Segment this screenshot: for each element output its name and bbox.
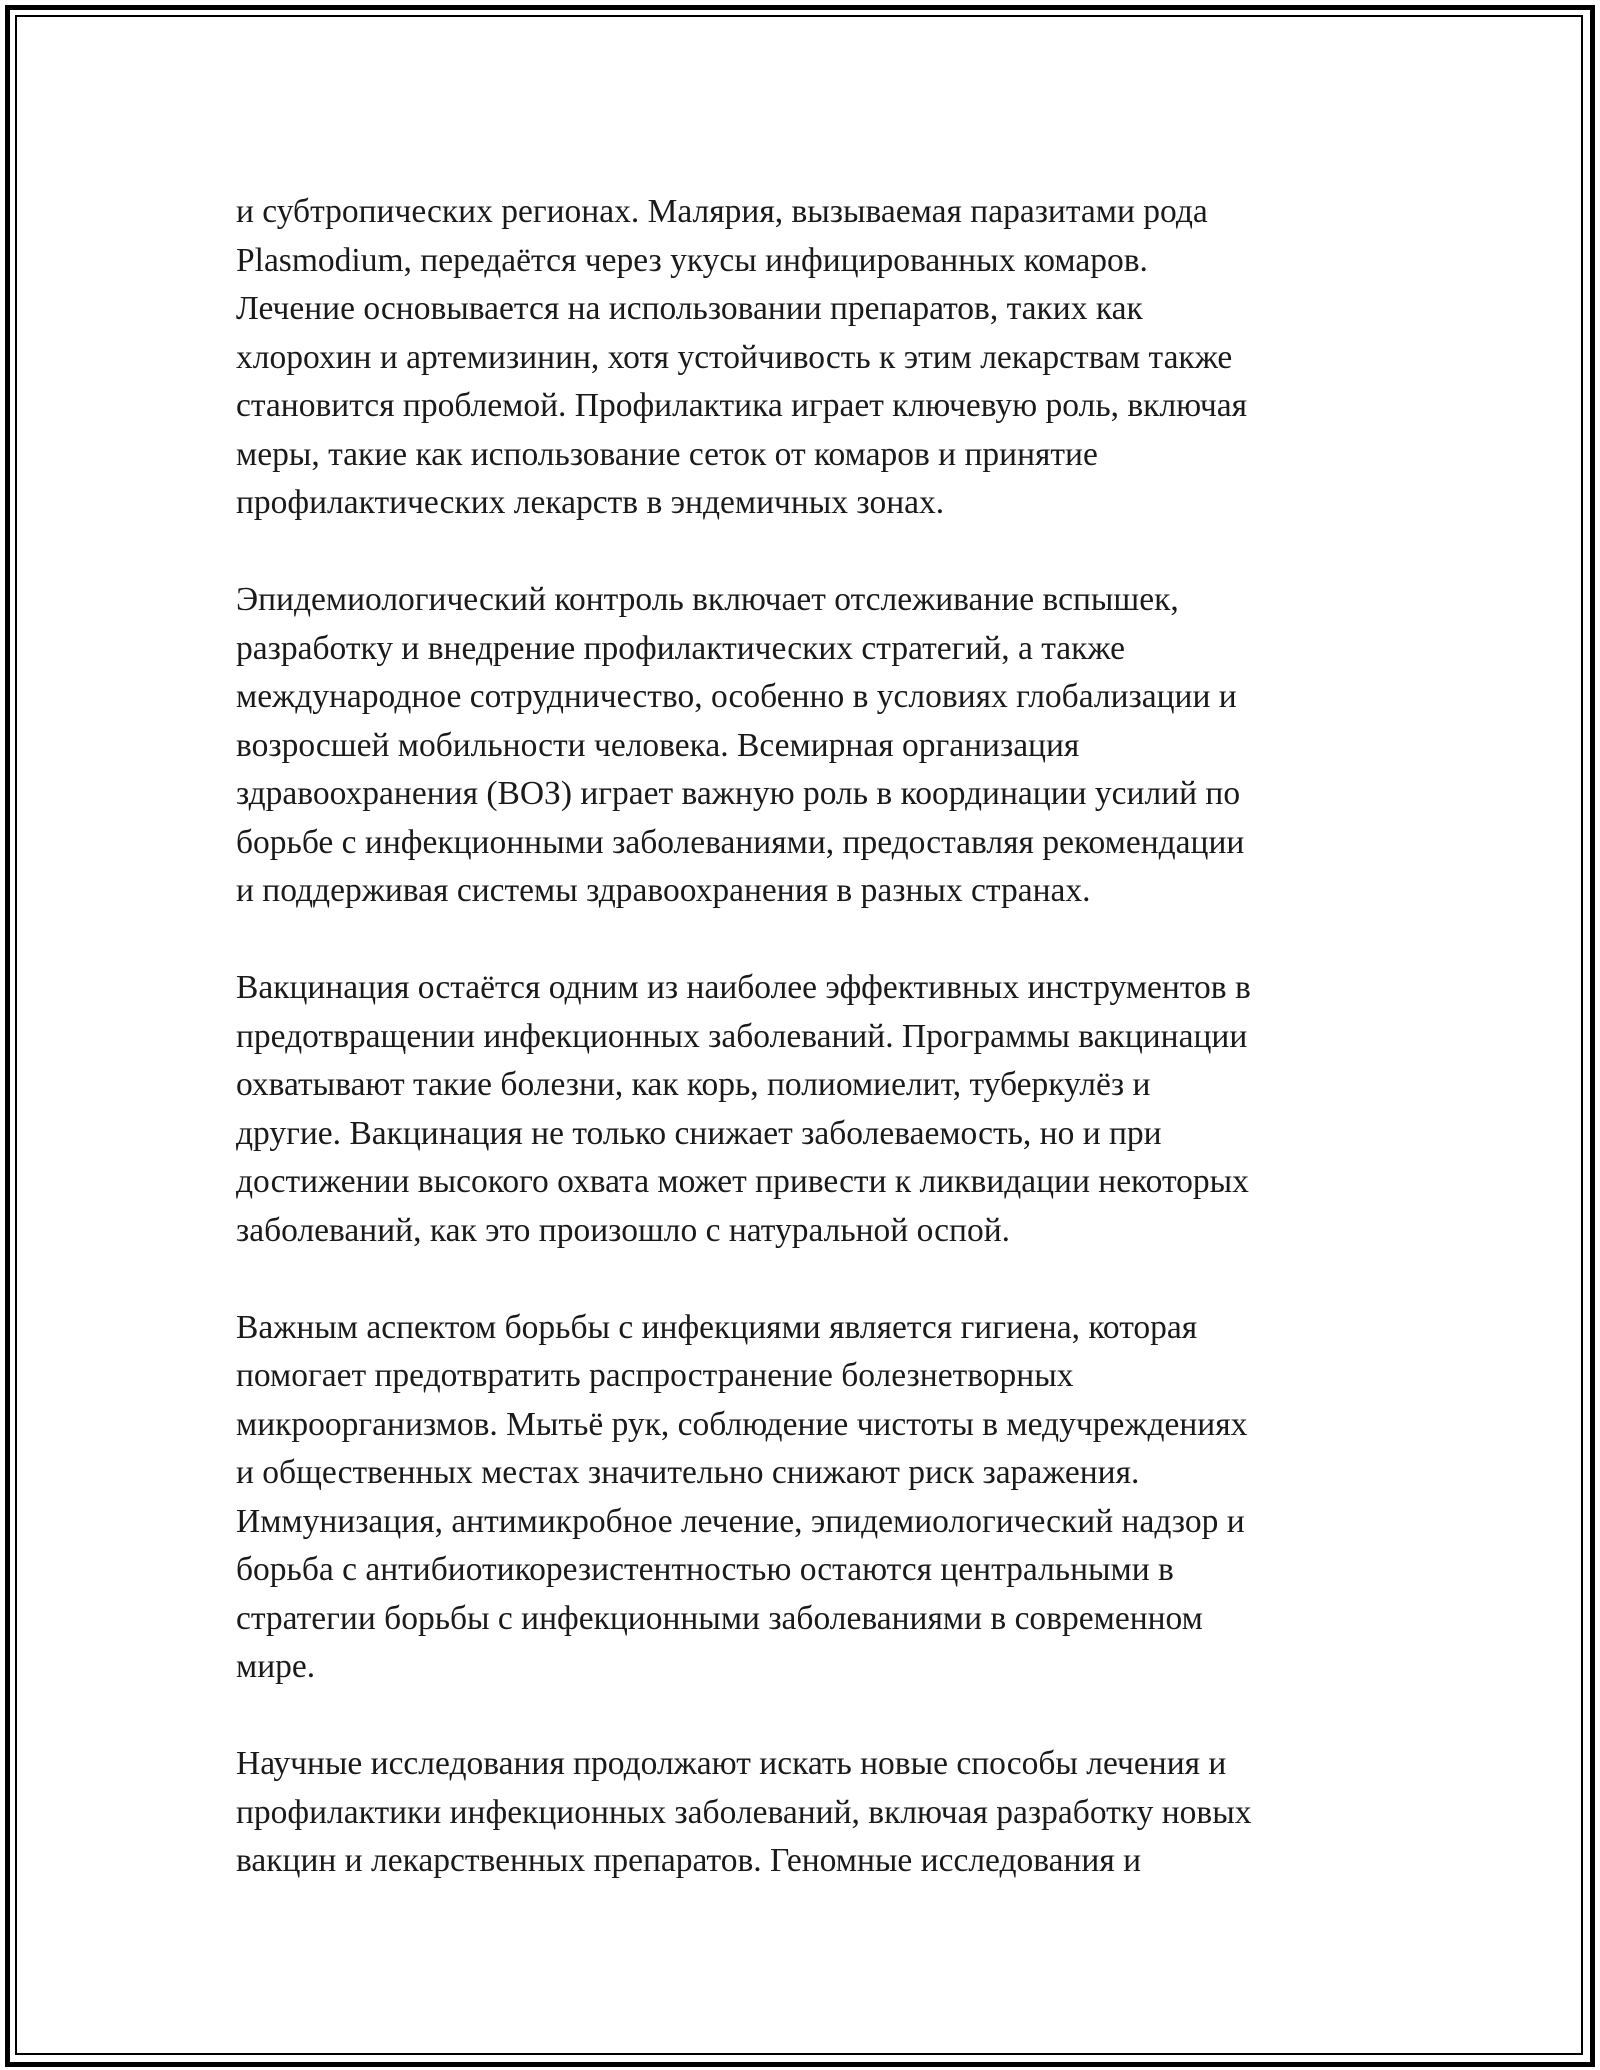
text-line: международное сотрудничество, особенно в условиях глобализации и <box>236 678 1237 715</box>
paragraph-research <box>236 1740 1376 1886</box>
paragraph-hygiene <box>236 1304 1376 1692</box>
text-line: вакцин и лекарственных препаратов. Геномные исследования и <box>236 1842 1142 1879</box>
text-line: меры, такие как использование сеток от комаров и принятие <box>236 435 1098 473</box>
text-line: и поддерживая системы здравоохранения в разных странах. <box>236 872 1091 909</box>
text-line: микроорганизмов. Мытьё рук, соблюдение чистоты в медучреждениях <box>236 1405 1248 1443</box>
text-line: достижении высокого охвата может привести к ликвидации некоторых <box>236 1163 1249 1200</box>
paragraph-malaria <box>236 188 1376 528</box>
text-line: мире. <box>236 1648 316 1685</box>
text-line: стратегии борьбы с инфекционными заболеваниями в современном <box>236 1599 1203 1637</box>
text-line: Лечение основывается на использовании препаратов, таких как <box>236 290 1143 327</box>
text-line: борьбе с инфекционными заболеваниями, предоставляя рекомендации <box>236 823 1245 861</box>
text-line: Вакцинация остаётся одним из наиболее эффективных инструментов в <box>236 969 1251 1006</box>
text-line: заболеваний, как это произошло с натуральной оспой. <box>236 1211 1011 1249</box>
text-line: профилактики инфекционных заболеваний, включая разработку новых <box>236 1793 1252 1831</box>
text-line: Эпидемиологический контроль включает отслеживание вспышек, <box>236 581 1179 618</box>
text-line: помогает предотвратить распространение болезнетворных <box>236 1357 1074 1394</box>
text-line: возросшей мобильности человека. Всемирная организация <box>236 726 1080 764</box>
document-body <box>236 188 1376 1934</box>
text-line: профилактических лекарств в эндемичных зонах. <box>236 484 945 521</box>
text-line: предотвращении инфекционных заболеваний. Программы вакцинации <box>236 1017 1248 1055</box>
text-line: становится проблемой. Профилактика играет ключевую роль, включая <box>236 387 1248 424</box>
text-line: Иммунизация, антимикробное лечение, эпидемиологический надзор и <box>236 1502 1245 1540</box>
text-line: и общественных местах значительно снижают риск заражения. <box>236 1454 1140 1491</box>
text-line: Важным аспектом борьбы с инфекциями является гигиена, которая <box>236 1308 1198 1346</box>
text-line: и субтропических регионах. Малярия, вызываемая паразитами рода <box>236 193 1208 230</box>
text-line: хлорохин и артемизинин, хотя устойчивость к этим лекарствам также <box>236 338 1233 376</box>
text-line: здравоохранения (ВОЗ) играет важную роль в координации усилий по <box>236 775 1241 812</box>
text-line: борьба с антибиотикорезистентностью остаются центральными в <box>236 1551 1174 1588</box>
text-line: Научные исследования продолжают искать новые способы лечения и <box>236 1745 1227 1782</box>
text-line: разработку и внедрение профилактических стратегий, а также <box>236 629 1125 667</box>
text-line: другие. Вакцинация не только снижает заболеваемость, но и при <box>236 1114 1162 1152</box>
text-line: охватывают такие болезни, как корь, полиомиелит, туберкулёз и <box>236 1066 1151 1103</box>
text-line: Plasmodium, передаётся через укусы инфицированных комаров. <box>236 241 1148 279</box>
paragraph-vaccination <box>236 964 1376 1255</box>
paragraph-epidemiological-control <box>236 576 1376 916</box>
